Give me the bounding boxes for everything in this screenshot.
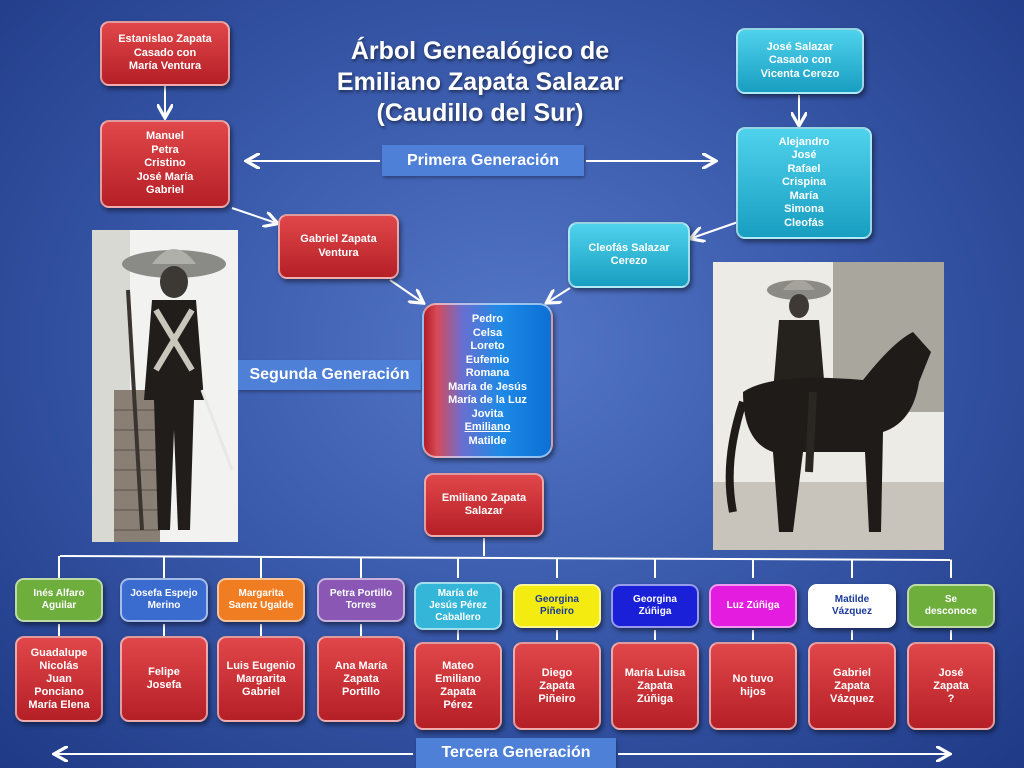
- sibling-name: Jovita: [471, 407, 504, 420]
- children-of-parents-box: [422, 303, 553, 458]
- partner-box: Georgina Zúñiga: [611, 584, 699, 628]
- children-box: María Luisa Zapata Zúñiga: [611, 642, 699, 730]
- partner-box: Luz Zúñiga: [709, 584, 797, 628]
- children-box: Felipe Josefa: [120, 636, 208, 722]
- sibling-name: Matilde: [468, 434, 507, 447]
- maternal-grandparents-box: José Salazar Casado con Vicenta Cerezo: [736, 28, 864, 94]
- children-box: Ana María Zapata Portillo: [317, 636, 405, 722]
- diagram-title: Árbol Genealógico de Emiliano Zapata Salazar (Caudillo del Sur): [336, 37, 624, 127]
- mother-box: Cleofás Salazar Cerezo: [568, 222, 690, 288]
- arrow-mother-children: [548, 288, 570, 302]
- children-box: Guadalupe Nicolás Juan Ponciano María Elena: [15, 636, 103, 722]
- sibling-name: Emiliano: [464, 421, 511, 433]
- children-box: José Zapata ?: [907, 642, 995, 730]
- sibling-name: Loreto: [470, 340, 505, 352]
- children-box: Diego Zapata Piñeiro: [513, 642, 601, 730]
- first-generation-label: Primera Generación: [382, 145, 584, 176]
- sibling-name: Romana: [465, 367, 510, 379]
- arrow-maternal-mother: [692, 222, 738, 238]
- emiliano-box: Emiliano Zapata Salazar: [424, 473, 544, 537]
- partner-box: Matilde Vázquez: [808, 584, 896, 628]
- partner-box: Se desconoce: [907, 584, 995, 628]
- second-generation-label: Segunda Generación: [238, 360, 421, 390]
- sibling-name: María de la Luz: [448, 394, 527, 406]
- children-box: Luis Eugenio Margarita Gabriel: [217, 636, 305, 722]
- branch-line: [60, 556, 950, 560]
- paternal-siblings-box: Manuel Petra Cristino José María Gabriel: [100, 120, 230, 208]
- paternal-grandparents-box: Estanislao Zapata Casado con María Ventura: [100, 21, 230, 86]
- sibling-name: Eufemio: [465, 353, 510, 366]
- partner-box: Georgina Piñeiro: [513, 584, 601, 628]
- photo-emiliano-standing: [92, 230, 238, 542]
- partner-box: Josefa Espejo Merino: [120, 578, 208, 622]
- partner-box: María de Jesús Pérez Caballero: [414, 582, 502, 630]
- children-box: Mateo Emiliano Zapata Pérez: [414, 642, 502, 730]
- partner-box: Margarita Saenz Ugalde: [217, 578, 305, 622]
- children-box: No tuvo hijos: [709, 642, 797, 730]
- sibling-name: Celsa: [472, 326, 503, 339]
- father-box: Gabriel Zapata Ventura: [278, 214, 399, 279]
- photo-emiliano-horse: [713, 262, 944, 550]
- partner-box: Petra Portillo Torres: [317, 578, 405, 622]
- arrow-paternal-father: [232, 208, 276, 223]
- partner-box: Inés Alfaro Aguilar: [15, 578, 103, 622]
- sibling-name: María de Jesús: [448, 380, 527, 393]
- maternal-siblings-box: Alejandro José Rafael Crispina María Simona Cleofás: [736, 127, 872, 239]
- sibling-name: Pedro: [471, 313, 504, 325]
- arrow-father-children: [390, 280, 422, 302]
- children-box: Gabriel Zapata Vázquez: [808, 642, 896, 730]
- third-generation-label: Tercera Generación: [416, 738, 616, 768]
